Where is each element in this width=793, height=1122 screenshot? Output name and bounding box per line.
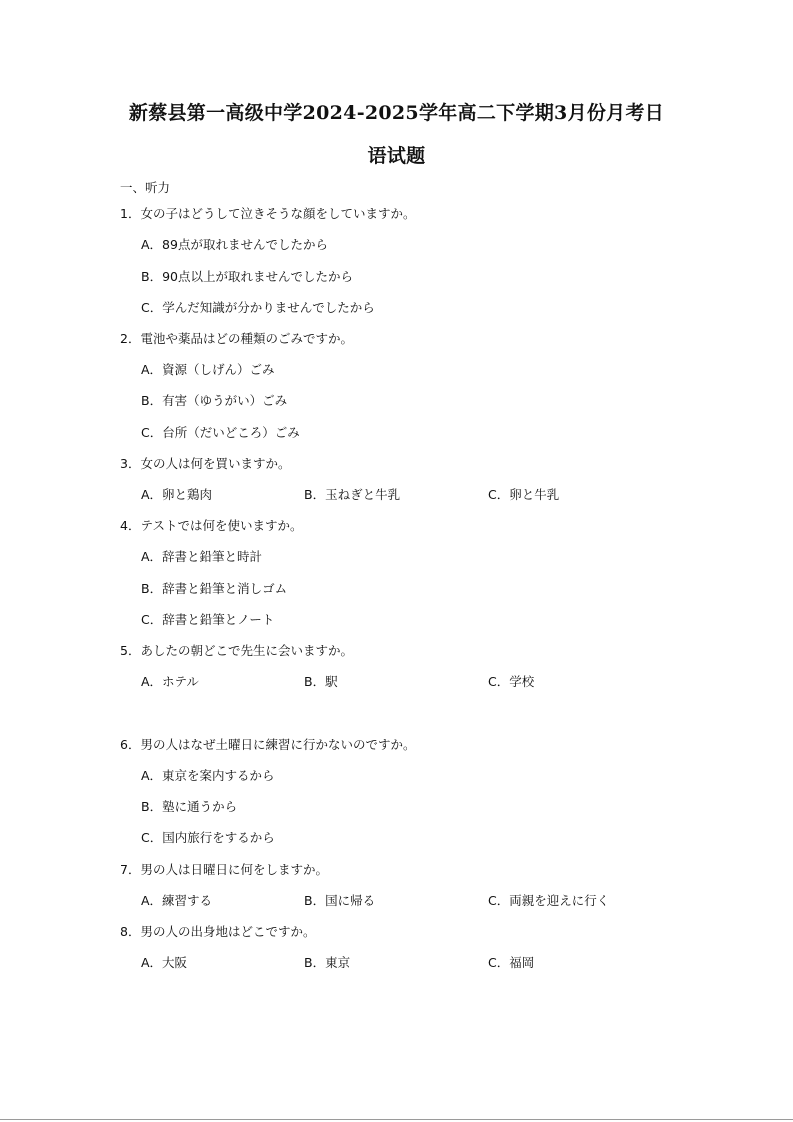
question-5-option-a: A．ホテル [141,674,199,689]
question-1-option-b: B．90点以上が取れませんでしたから [141,269,353,284]
document-title-line-2: 语试题 [367,145,426,167]
question-8-option-b: B．東京 [304,955,351,970]
page-bottom-rule [0,1119,793,1120]
question-5-option-b: B．駅 [304,674,338,689]
question-3-option-c: C．卵と牛乳 [488,487,560,502]
question-6-option-b: B．塾に通うから [141,799,238,814]
question-8-option-c: C．福岡 [488,955,535,970]
question-2-stem: 2．電池や薬品はどの種類のごみですか。 [120,331,353,346]
question-6-option-c: C．国内旅行をするから [141,830,275,845]
question-6-stem: 6．男の人はなぜ土曜日に練習に行かないのですか。 [120,737,416,752]
question-4-option-b: B．辞書と鉛筆と消しゴム [141,581,288,596]
question-5-option-c: C．学校 [488,674,535,689]
question-1-option-a: A．89点が取れませんでしたから [141,237,328,252]
question-2-option-b: B．有害（ゆうがい）ごみ [141,393,288,408]
question-8-option-a: A．大阪 [141,955,188,970]
document-title-line-1: 新蔡县第一高级中学2024-2025学年高二下学期3月份月考日 [128,102,665,124]
question-6-option-a: A．東京を案内するから [141,768,275,783]
question-7-stem: 7．男の人は日曜日に何をしますか。 [120,862,328,877]
question-4-option-a: A．辞書と鉛筆と時計 [141,549,263,564]
question-7-option-c: C．両親を迎えに行く [488,893,610,908]
question-4-option-c: C．辞書と鉛筆とノート [141,612,275,627]
question-1-stem: 1．女の子はどうして泣きそうな顔をしていますか。 [120,206,416,221]
question-3-option-a: A．卵と鶏肉 [141,487,213,502]
question-7-option-b: B．国に帰る [304,893,376,908]
section-heading: 一、听力 [120,180,171,195]
question-1-option-c: C．学んだ知識が分かりませんでしたから [141,300,375,315]
question-2-option-c: C．台所（だいどころ）ごみ [141,425,300,440]
question-8-stem: 8．男の人の出身地はどこですか。 [120,924,316,939]
question-5-stem: 5．あしたの朝どこで先生に会いますか。 [120,643,353,658]
question-3-option-b: B．玉ねぎと牛乳 [304,487,401,502]
question-2-option-a: A．資源（しげん）ごみ [141,362,275,377]
question-4-stem: 4．テストでは何を使いますか。 [120,518,303,533]
question-3-stem: 3．女の人は何を買いますか。 [120,456,291,471]
question-7-option-a: A．練習する [141,893,213,908]
